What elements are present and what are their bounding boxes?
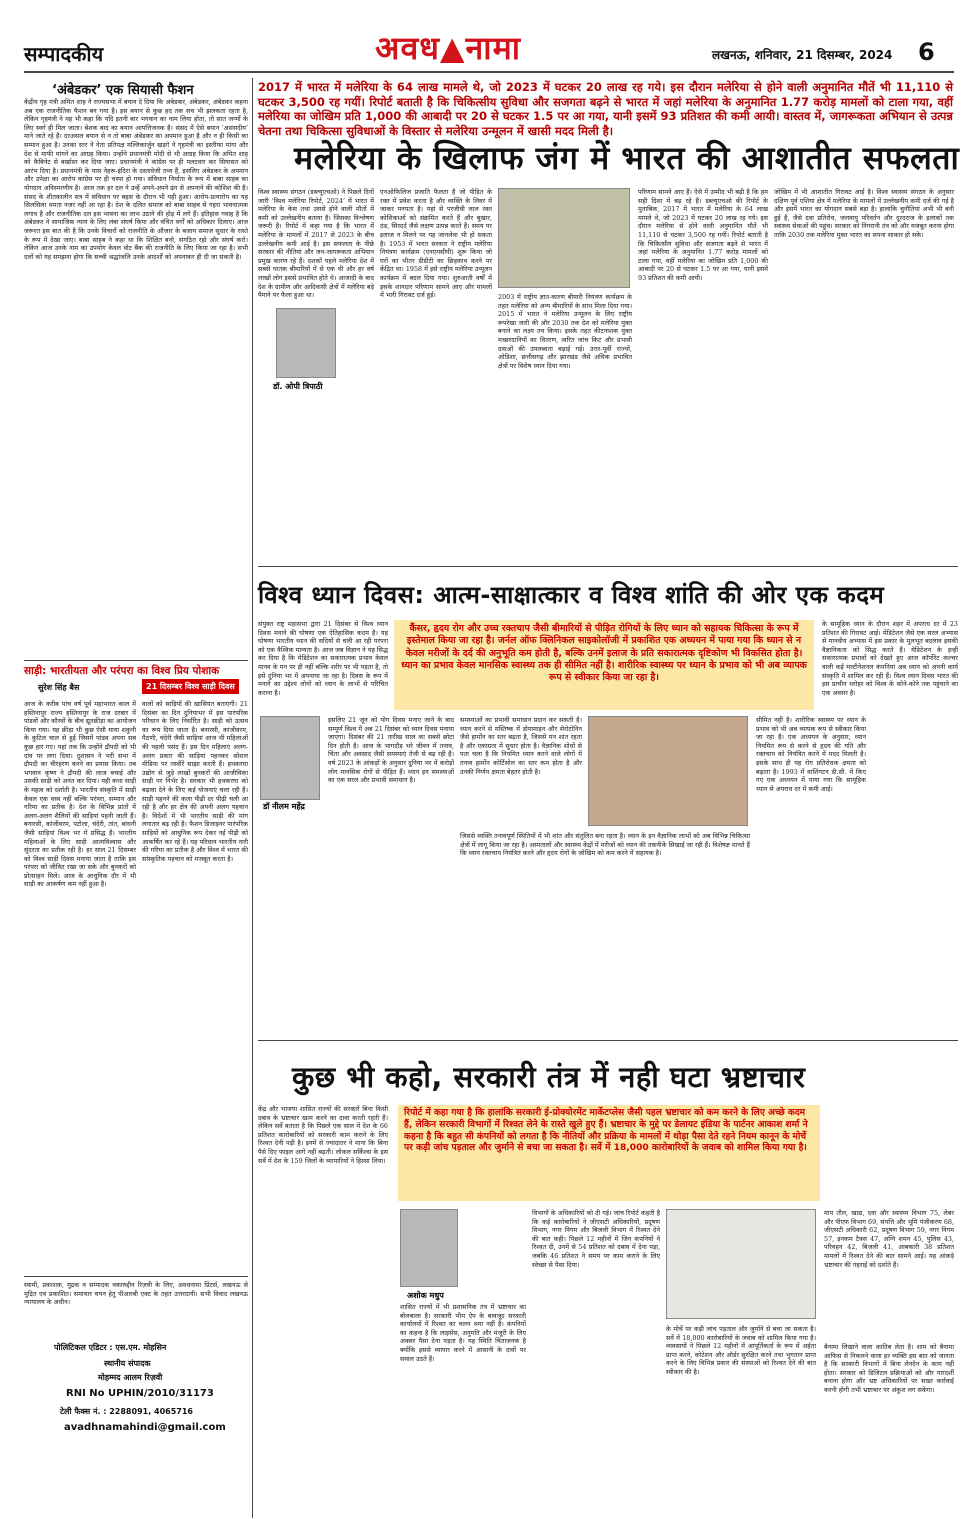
saree-body-right: वालों को साड़ियों की खासियत बताएगी। 21 दिसंबर का दिन दुनियाभर में इस पारंपरिक परिधान के लिए निर्धारित है। साड़ी को उत्सव का रूप दिया जाता है। बनारसी, कांजीवरम, पैठणी, चंदेरी जैसी साड़ियां आज भी महिलाओं की पहली पसंद हैं। इस दिन महिलाएं अलग-अलग प्रकार की साड़ियां पहनकर सोशल मीडिया पर तस्वीरें साझा करती हैं। हथकरघा उद्योग से जुड़े लाखों बुनकरों की आजीविका साड़ी पर निर्भर है। सरकार भी हथकरघा को बढ़ावा देने के लिए कई योजनाएं चला रही है। साड़ी पहनने की कला पीढ़ी दर पीढ़ी चली आ रही है और हर क्षेत्र की अपनी अलग पहचान है। विदेशों में भी भारतीय साड़ी की मांग लगातार बढ़ रही है। फैशन डिजाइनर पारंपरिक साड़ियों को आधुनिक रूप देकर नई पीढ़ी को आकर्षित कर रहे हैं। यह परिधान भारतीय नारी की गरिमा का प्रतीक है और विश्व में भारत की सांस्कृतिक पहचान को मजबूत करता है। (142, 700, 248, 863)
meditation-col1: संयुक्त राष्ट्र महासभा द्वारा 21 दिसंबर से विश्व ध्यान दिवस मनाने की घोषणा एक ऐतिहासिक कदम है। यह घोषणा भारतीय ध्यान की सदियों से चली आ रही परंपरा को एक वैश्विक मान्यता है। आज जब विज्ञान ने यह सिद्ध कर दिया है कि मेडिटेशन का सकारात्मक प्रभाव केवल मानव के मन पर ही नहीं बल्कि शरीर पर भी पड़ता है, तो इसे दुनिया भर में अपनाया जा रहा है। दिवस के रूप में मनाने का उद्देश्य लोगों को ध्यान के लाभों से परिचित कराना है। (258, 620, 388, 697)
meditation-headline: विश्व ध्यान दिवस: आत्म-साक्षात्कार व विश्व शांति की ओर एक कदम (258, 581, 885, 609)
corruption-col5: माप तौल, खाद्य, दवा और स्वास्थ्य विभाग 75, लेबर और पीएफ विभाग 69, संपत्ति और भूमि पंजीकरण 68, जीएसटी अधिकारी 62, प्रदूषण विभाग 59, नगर निगम 57, इनकम टैक्स 47, अग्नि शमन 45, पुलिस 43, परिवहन 42, बिजली 41, आबकारी 38 प्रतिशत मामलों में रिश्वत देने की बात सामने आई। यह आंकड़े भ्रष्टाचार की गहराई को दर्शाते हैं। (824, 1209, 954, 1269)
malaria-col5: जोखिम में भी आशातीत गिरावट आई है। विश्व स्वास्थ्य संगठन के अनुसार दक्षिण पूर्व एशिया क्षेत्र में मलेरिया के मामलों में उल्लेखनीय कमी दर्ज की गई है और इसमें भारत का योगदान सबसे बड़ा है। हालांकि चुनौतियां अभी भी बनी हुई हैं, जैसे दवा प्रतिरोध, जलवायु परिवर्तन और दूरदराज के इलाकों तक स्वास्थ्य सेवाओं की पहुंच। सरकार को निगरानी तंत्र को और मजबूत करना होगा ताकि 2030 तक मलेरिया मुक्त भारत का सपना साकार हो सके। (774, 188, 954, 239)
malaria-col2: एनओफिलिज प्रजाति फैलता है जो पीड़ित के रक्त में प्रवेश करता है और व्यक्ति के लिवर में जाकर पनपता है। यहां से परजीवी लाल रक्त कोशिकाओं को संक्रमित करते हैं और बुखार, ठंड, सिरदर्द जैसे लक्षण उत्पन्न करते हैं। समय पर इलाज न मिलने पर यह जानलेवा भी हो सकता है। 1953 में भारत सरकार ने राष्ट्रीय मलेरिया नियंत्रण कार्यक्रम (एनएमसीपी) शुरू किया जो घरों का भीतर डीडीटी का छिड़काव करने पर केंद्रित था। 1958 में इसे राष्ट्रीय मलेरिया उन्मूलन कार्यक्रम में बदल दिया गया। शुरुआती वर्षों में इसके शानदार परिणाम सामने आए और मामलों में भारी गिरावट दर्ज हुई। (380, 188, 492, 300)
masthead-rule (24, 71, 954, 73)
saree-body-left: आज के करीब पांच वर्ष पूर्व महाभारत काल में हस्तिनापुर राज्य हस्तिनापुर के राज दरबार में पांडवों और कौरवों के बीच द्यूतक्रीड़ा का आयोजन किया गया। यह क्रीड़ा भी कुछ ऐसी माया शकुनी के कुटिल चाल से हुई जिसमें पांडव अपना सब कुछ हार गए। यहां तक कि उन्होंने द्रौपदी को भी दांव पर लगा दिया। दुशासन ने भरी सभा में द्रौपदी का चीरहरण करने का प्रयास किया। तब भगवान कृष्ण ने द्रौपदी की लाज बचाई और उसकी साड़ी को अनंत कर दिया। यही कथा साड़ी के महत्व को दर्शाती है। भारतीय संस्कृति में साड़ी केवल एक वस्त्र नहीं बल्कि परंपरा, सम्मान और गरिमा का प्रतीक है। देश के विभिन्न प्रांतों में अलग-अलग शैलियों की साड़ियां पहनी जाती हैं। बनारसी, कांजीवरम, पटोला, चंदेरी, तांत, बांधनी जैसी साड़ियां विश्व भर में प्रसिद्ध हैं। भारतीय महिलाओं के लिए साड़ी आत्मविश्वास और सुंदरता का प्रतीक रही है। हर साल 21 दिसम्बर को विश्व साड़ी दिवस मनाया जाता है ताकि इस परंपरा को जीवित रखा जा सके और बुनकरों को प्रोत्साहन मिले। आज के आधुनिक दौर में भी साड़ी का आकर्षण कम नहीं हुआ है। (24, 700, 136, 889)
corruption-author: अशोक मधुप (404, 1289, 447, 1302)
divider (258, 1040, 958, 1041)
imprint-email[interactable]: avadhnamahindi@gmail.com (64, 1422, 226, 1433)
meditation-col4: जिससे व्यक्ति तनावपूर्ण स्थितियों में भी शांत और संतुलित बना रहता है। ध्यान के इन वैज्ञानिक लाभों को अब विभिन्न चिकित्सा क्षेत्रों में लागू किया जा रहा है। अस्पतालों और स्वास्थ्य केंद्रों में मरीजों को ध्यान की तकनीकें सिखाई जा रही हैं। विशेषज्ञ मानते हैं कि ध्यान रक्तचाप नियंत्रित करने और हृदय रोगों के जोखिम को कम करने में सहायक है। (460, 832, 750, 858)
imprint-rni: RNI No UPHIN/2010/31173 (66, 1388, 214, 1399)
ambedkar-headline: ‘अंबेडकर’ एक सियासी फैशन (52, 83, 194, 98)
meditation-story (258, 570, 958, 1040)
corruption-col2: शासित राज्यों में भी प्रशासनिक तंत्र में भ्रष्टाचार का बोलबाला है। सरकारी भीम ऐप के बावजूद सरकारी कार्यालयों में रिश्वत का चलन थमा नहीं है। कंपनियों का कहना है कि लाइसेंस, अनुमति और मंजूरी के लिए अक्सर पैसा देना पड़ता है। यह स्थिति चिंताजनक है क्योंकि इससे व्यापार करने में आसानी के दावों पर सवाल उठते हैं। (400, 1303, 526, 1363)
mosquito-photo (498, 188, 630, 288)
masthead (0, 0, 975, 80)
divider (24, 1276, 248, 1277)
corruption-story (258, 1043, 958, 1513)
section-title: सम्पादकीय (24, 42, 104, 66)
ambedkar-body: केंद्रीय गृह मंत्री अमित शाह ने राज्यसभा में बयान दे दिया कि अंबेडकर, अंबेडकर, अंबेडकर कहना अब एक राजनीतिक फैशन बन गया है। इस बयान से कुछ हद तक सच भी झलकता रहता है, लेकिन गृहमंत्री ने यह भी कहा कि यदि इतनी बार भगवान का नाम लिया होता, तो सात जन्मों के लिए स्वर्ग ही मिल जाता। बेशक बाद का बयान आपत्तिजनक है। संसद में ऐसे बयान ‘असंसदीय’ माने जाते रहे हैं। दरअसल बयान से न तो बाबा अंबेडकर का अपमान हुआ है और न ही किसी का सम्मान हुआ है। उनका स्तर ने नेता प्रतिपक्ष मल्लिकार्जुन खड़गे ने गृहमंत्री का इस्तीफा मांगा और देश से माफी मांगने का आग्रह किया। उन्होंने प्रधानमंत्री मोदी से भी आग्रह किया कि अमित शाह को कैबिनेट से बर्खास्त कर दिया जाए। प्रधानमंत्री ने कांग्रेस पर ही पलटवार कर सियासत को आरंभ दिया है। प्रधानमंत्री के पास नेहरू-इंदिरा के दस्तावेजी तथ्य हैं, इसलिए अंबेडकर के अपमान और उपेक्षा का आरोप कांग्रेस पर ही चस्पा हो गया। संविधान निर्माता के रूप में बाबा साहब का योगदान अविस्मरणीय है। आज तक हर दल ने उन्हें अपने-अपने ढंग से अपनाने की कोशिश की है। संसद के शीतकालीन सत्र में संविधान पर बहस के दौरान भी यही हुआ। आरोप-प्रत्यारोप का यह सिलसिला थमता नजर नहीं आ रहा है। देश के दलित समाज को बाबा साहब से गहरा भावनात्मक लगाव है और राजनीतिक दल इस भावना का लाभ उठाने की होड़ में लगे हैं। इतिहास गवाह है कि अंबेडकर ने सामाजिक न्याय के लिए लंबा संघर्ष किया और वंचित वर्गों को अधिकार दिलाए। आज जरूरत इस बात की है कि उनके विचारों को राजनीति के औजार के बजाय समाज सुधार के रास्ते के रूप में देखा जाए। बाबा साहब ने कहा था कि शिक्षित बनो, संगठित रहो और संघर्ष करो। लेकिन आज उनके नाम का उपयोग केवल वोट बैंक की राजनीति के लिए किया जा रहा है। सभी दलों को यह समझना होगा कि सच्ची श्रद्धांजलि उनके आदर्शों को अपनाकर ही दी जा सकती है। (24, 98, 248, 261)
saree-tag: 21 दिसम्बर विश्व साड़ी दिवस (142, 679, 239, 694)
meditation-highlight: कैंसर, हृदय रोग और उच्च रक्तचाप जैसी बीमारियों से पीड़ित रोगियों के लिए ध्यान को सहायक चिकित्सा के रूप में इस्तेमाल किया जा रहा है। जर्नल ऑफ क्लिनिकल साइकोलॉजी में प्रकाशित एक अध्ययन में पाया गया कि ध्यान से न केवल मरीजों के दर्द की अनुभूति कम होती है, बल्कि उनमें इलाज के प्रति सकारात्मक दृष्टिकोण भी विकसित होता है। ध्यान का प्रभाव केवल मानसिक स्वास्थ्य तक ही सीमित नहीं है। शारीरिक स्वास्थ्य पर ध्यान के प्रभाव को भी अब व्यापक रूप से स्वीकार किया जा रहा है। (394, 620, 814, 710)
author-photo (400, 1209, 458, 1287)
bribe-cartoon (666, 1209, 816, 1319)
imprint-editor: पोलिटिकल एडिटर : एस.एम. मोहसिन (54, 1343, 167, 1352)
meditation-col2: इसलिए 21 जून को योग दिवस मनाए जाने के बाद सम्पूर्ण विश्व में अब 21 दिसंबर को ध्यान दिवस मनाया जाएगा। दिसंबर की 21 तारीख साल का सबसे छोटा दिन होती है। आज के भागदौड़ भरे जीवन में तनाव, चिंता और अवसाद जैसी समस्याएं तेजी से बढ़ रही हैं। वर्ष 2023 के आंकड़ों के अनुसार दुनिया भर में करोड़ों लोग मानसिक रोगों से पीड़ित हैं। ध्यान इन समस्याओं का एक सरल और प्रभावी समाधान है। (328, 716, 454, 785)
malaria-col1: विश्व स्वास्थ्य संगठन (डब्ल्यूएचओ) ने पिछले दिनों जारी ‘विश्व मलेरिया रिपोर्ट, 2024’ में भारत में मलेरिया के केस तथा उससे होने वाली मौतों में कमी को उल्लेखनीय बताया है। जिसका विश्लेषण जरूरी है। रिपोर्ट में कहा गया है कि भारत में मलेरिया के मामलों में 2017 से 2023 के बीच उल्लेखनीय कमी आई है। इस सफलता के पीछे सरकार की नीतियां और जन-जागरूकता अभियान प्रमुख कारण रहे हैं। दशकों पहले मलेरिया देश में सबसे घातक बीमारियों में से एक थी और हर वर्ष लाखों लोग इससे प्रभावित होते थे। आजादी के बाद देश के ग्रामीण और आदिवासी क्षेत्रों में मलेरिया बड़े पैमाने पर फैला हुआ था। (258, 188, 374, 300)
meditation-col5: सीमित नहीं है। शारीरिक स्वास्थ्य पर ध्यान के प्रभाव को भी अब व्यापक रूप से स्वीकार किया जा रहा है। एक अध्ययन के अनुसार, ध्यान नियमित रूप से करने से हृदय की गति और रक्तचाप को नियंत्रित करने में मदद मिलती है। इसके साथ ही यह रोग प्रतिरोधक क्षमता को बढ़ाता है। 1993 में वाशिंगटन डी.सी. में किए गए एक अध्ययन में पाया गया कि सामूहिक ध्यान से अपराध दर में कमी आई। (756, 716, 866, 793)
divider (258, 566, 958, 567)
meditation-col6: के सामूहिक ध्यान के दौरान शहर में अपराध दर में 23 प्रतिशत की गिरावट आई। मेडिटेशन जैसे एक सरल अभ्यास से मानवीय अभ्यास में इस प्रकार के मूलभूत बदलाव इसकी वैज्ञानिकता को सिद्ध करते हैं। मेडिटेशन के इन्हीं सकारात्मक प्रभावों को देखते हुए आज कॉर्पोरेट कल्चर वाली कई मल्टीनेशनल कंपनियां अब ध्यान को अपनी कार्य संस्कृति में शामिल कर रही हैं। विश्व ध्यान दिवस भारत की इस प्राचीन धरोहर को विश्व के कोने-कोने तक पहुंचाने का एक अवसर है। (822, 620, 958, 697)
imprint-resident-name: मोहम्मद आलम रिज़वी (98, 1373, 163, 1382)
saree-headline: साड़ी: भारतीयता और परंपरा का विश्व प्रिय पोशाक (24, 665, 220, 677)
corruption-col6: बैनामा लिखाने वाला कातिब लेता है। शाम को बैनामा आफिस से निकलने वाला हर व्यक्ति इस बात को जानता है कि सरकारी विभागों में बिना लेनदेन के काम नहीं होता। सरकार को डिजिटल प्रक्रियाओं को और पारदर्शी बनाना होगा और भ्रष्ट अधिकारियों पर सख्त कार्रवाई करनी होगी तभी भ्रष्टाचार पर अंकुश लग सकेगा। (824, 1343, 954, 1394)
malaria-author: डॉ. ओपी त्रिपाठी (270, 380, 326, 393)
corruption-col4: के मोर्चे पर कड़ी जांच पड़ताल और जुर्माने से बचा जा सकता है। सर्वे में 18,000 कारोबारियों के जवाब को शामिल किया गया है। व्यवसायों ने पिछले 12 महीनों में आपूर्तिकर्ता के रूप में अर्हता प्राप्त करने, कोटेशन और ऑर्डर सुरक्षित करने तथा भुगतान प्राप्त करने के लिए विभिन्न प्रकार की संस्थाओं को रिश्वत देने की बात स्वीकार की है। (666, 1325, 816, 1376)
author-photo (260, 716, 320, 800)
page-number: 6 (918, 38, 935, 66)
left-column (24, 78, 248, 1518)
divider (24, 660, 248, 661)
malaria-story (258, 78, 958, 568)
corruption-highlight: रिपोर्ट में कहा गया है कि हालांकि सरकारी ई-प्रोक्योरमेंट मार्केटप्लेस जैसी पहल भ्रष्टाचार को कम करने के लिए अच्छे कदम हैं, लेकिन सरकारी विभागों में रिश्वत लेने के रास्ते खुले हुए हैं। भ्रष्टाचार के मुद्दे पर डेलायट इंडिया के पार्टनर आकाश शर्मा ने कहना है कि बहुत सी कंपनियों को लगता है कि नीतियों और प्रक्रिया के मामलों में थोड़ा पैसा देते रहने नियम कानून के मोर्चे पर कड़ी जांच पड़ताल और जुर्माने से बचा जा सकता है। सर्वे में 18,000 कारोबारियों के जवाब को शामिल किया गया है। (398, 1105, 820, 1201)
author-photo (276, 308, 336, 378)
imprint-resident-label: स्थानीय संपादक (104, 1359, 151, 1368)
newspaper-logo: अवध▲नामा (375, 29, 522, 67)
meditation-photo (588, 716, 748, 826)
corruption-col1: केंद्र और भाजपा शासित राज्यों की सरकारें बिना किसी दबाव के भ्रष्टाचार खत्म करने का दावा करती रहती हैं। लेकिन सर्वे बताता है कि पिछले एक साल में देश के 66 प्रतिशत कारोबारियों को सरकारी काम कराने के लिए रिश्वत देनी पड़ी है। इनमें से ज्यादातर ने माना कि बिना पैसे दिए फाइल आगे नहीं बढ़ती। लोकल सर्किल्स के इस सर्वे में देश के 159 जिलों के व्यापारियों ने हिस्सा लिया। (258, 1105, 388, 1165)
imprint-body: स्वामी, प्रकाशक, मुद्रक व सम्पादक वकारुद्दीन रिज़वी के लिए, अवधनामा प्रिंटर्स, लखनऊ से मुद्रित एवं प्रकाशित। समाचार चयन हेतु पीआरबी एक्ट के तहत उत्तरदायी। सभी विवाद लखनऊ न्यायालय के अधीन। (24, 1281, 248, 1307)
imprint-phone: टेली फैक्स नं. : 2288091, 4065716 (60, 1407, 193, 1416)
meditation-col3: समस्याओं का प्रभावी समाधान प्रदान कर सकती है। ध्यान करने से मस्तिष्क में डोपामाइन और सेरोटोनिन जैसे हार्मोन का स्तर बढ़ता है, जिससे मन शांत रहता है और एकाग्रता में सुधार होता है। वैज्ञानिक शोधों से पता चला है कि नियमित ध्यान करने वाले लोगों में तनाव हार्मोन कोर्टिसोल का स्तर कम होता है और उनकी निर्णय क्षमता बेहतर होती है। (460, 716, 582, 776)
corruption-col3: विभागों के अधिकारियों को दी गई। जांच रिपोर्ट कहती है कि कई कारोबारियों ने जीएसटी अधिकारियों, प्रदूषण विभाग, नगर निगम और बिजली विभाग में रिश्वत देने की बात कही। पिछले 12 महीनों में जिन कंपनियों ने रिश्वत दी, उनमें से 54 प्रतिशत को दबाव में देना पड़ा, जबकि 46 प्रतिशत ने समय पर काम कराने के लिए स्वेच्छा से पैसा दिया। (532, 1209, 660, 1269)
corruption-headline: कुछ भी कहो, सरकारी तंत्र में नही घटा भ्रष्टाचार (292, 1060, 806, 1094)
saree-author: सुरेश सिंह बैस (38, 683, 80, 692)
malaria-col3: 2003 में राष्ट्रीय ज्ञात-कारण बीमारी नियंत्रण कार्यक्रम के तहत मलेरिया को अन्य बीमारियों के साथ मिला दिया गया। 2015 में भारत ने मलेरिया उन्मूलन के लिए राष्ट्रीय रूपरेखा जारी की और 2030 तक देश को मलेरिया मुक्त बनाने का लक्ष्य तय किया। इसके तहत कीटनाशक युक्त मच्छरदानियों का वितरण, त्वरित जांच किट और प्रभावी दवाओं की उपलब्धता बढ़ाई गई। उत्तर-पूर्वी राज्यों, ओडिशा, छत्तीसगढ़ और झारखंड जैसे अधिक प्रभावित क्षेत्रों पर विशेष ध्यान दिया गया। (498, 293, 632, 370)
meditation-author: डॉ नीलम महेंद्र (260, 800, 308, 813)
dateline: लखनऊ, शनिवार, 21 दिसम्बर, 2024 (712, 48, 893, 62)
malaria-col4: परिणाम सामने आए हैं। ऐसे में उम्मीद भी बढ़ी है कि हम सही दिशा में बढ़ रहे हैं। डब्ल्यूएचओ की रिपोर्ट के मुताबिक, 2017 में भारत में मलेरिया के 64 लाख मामले थे, जो 2023 में घटकर 20 लाख रह गये। इस दौरान मलेरिया से होने वाली अनुमानित मौतें भी 11,110 से घटकर 3,500 रह गयीं। रिपोर्ट बताती है कि चिकित्सीय सुविधा और सजगता बढ़ने से भारत में जहां मलेरिया के अनुमानित 1.77 करोड़ मामलों को टाला गया, वहीं मलेरिया का जोखिम प्रति 1,000 की आबादी पर 20 से घटकर 1.5 पर आ गया, यानी इसमें 93 प्रतिशत की कमी आयी। (638, 188, 768, 282)
column-divider (252, 78, 253, 1518)
malaria-intro: 2017 में भारत में मलेरिया के 64 लाख मामले थे, जो 2023 में घटकर 20 लाख रह गये। इस दौरान मलेरिया से होने वाली अनुमानित मौतें भी 11,110 से घटकर 3,500 रह गयीं। रिपोर्ट बताती है कि चिकित्सीय सुविधा और सजगता बढ़ने से भारत में जहां मलेरिया के अनुमानित 1.77 करोड़ मामलों को टाला गया, वहीं मलेरिया का जोखिम प्रति 1,000 की आबादी पर 20 से घटकर 1.5 पर आ गया, यानी इसमें 93 प्रतिशत की कमी आयी। वास्तव में, जागरूकता अभियान से उत्पन्न चेतना तथा चिकित्सा सुविधाओं के विस्तार से मलेरिया उन्मूलन में खासी मदद मिली है। (258, 80, 953, 138)
malaria-headline: मलेरिया के खिलाफ जंग में भारत की आशातीत सफलता (294, 139, 960, 177)
